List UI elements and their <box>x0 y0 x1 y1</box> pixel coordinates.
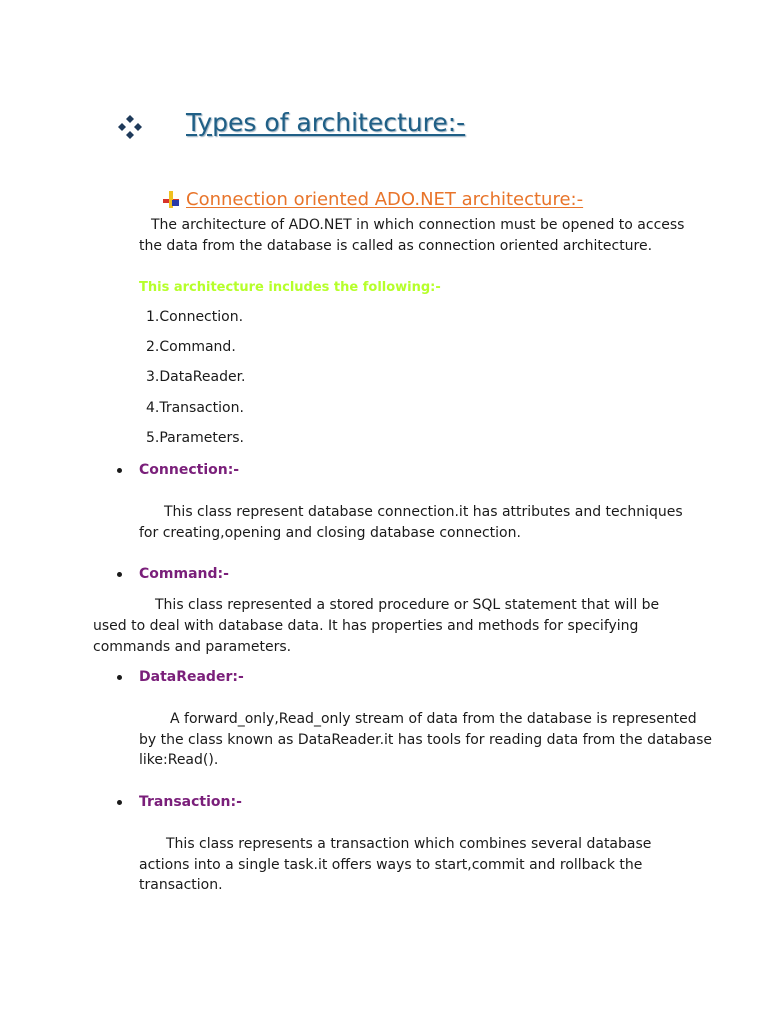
command-line-1: This class represented a stored procedure or SQL statement that will be <box>155 597 660 613</box>
list-item: 1.Connection. <box>146 309 244 325</box>
transaction-line-1: This class represents a transaction which combines several database <box>166 836 652 852</box>
datareader-line-1: A forward_only,Read_only stream of data from the database is represented <box>170 711 697 727</box>
intro-line-1: The architecture of ADO.NET in which connection must be opened to access <box>151 217 685 233</box>
bullet-dot-icon <box>117 468 122 473</box>
command-heading: Command:- <box>139 566 229 582</box>
list-item: 2.Command. <box>146 339 236 355</box>
includes-heading: This architecture includes the following:- <box>139 280 441 295</box>
bullet-dot-icon <box>117 675 122 680</box>
datareader-heading: DataReader:- <box>139 669 244 685</box>
connection-heading: Connection:- <box>139 462 240 478</box>
transaction-heading: Transaction:- <box>139 794 242 810</box>
connection-line-2: for creating,opening and closing database connection. <box>139 525 521 541</box>
section-title: Connection oriented ADO.NET architecture:- <box>186 189 584 210</box>
page-title: Types of architecture:- <box>186 108 466 137</box>
intro-line-2: the data from the database is called as connection oriented architecture. <box>139 238 653 254</box>
bullet-dot-icon <box>117 572 122 577</box>
list-item: 3.DataReader. <box>146 369 246 385</box>
datareader-line-2: by the class known as DataReader.it has tools for reading data from the database <box>139 732 712 748</box>
list-item: 5.Parameters. <box>146 430 244 446</box>
datareader-line-3: like:Read(). <box>139 752 219 768</box>
connection-line-1: This class represent database connection.it has attributes and techniques <box>164 504 683 520</box>
pushpin-bullet-icon <box>161 190 181 210</box>
transaction-line-3: transaction. <box>139 877 223 893</box>
command-line-2: used to deal with database data. It has properties and methods for specifying <box>93 618 639 634</box>
transaction-line-2: actions into a single task.it offers ways to start,commit and rollback the <box>139 857 643 873</box>
list-item: 4.Transaction. <box>146 400 244 416</box>
command-line-3: commands and parameters. <box>93 639 292 655</box>
four-diamond-icon <box>117 114 143 140</box>
bullet-dot-icon <box>117 800 122 805</box>
